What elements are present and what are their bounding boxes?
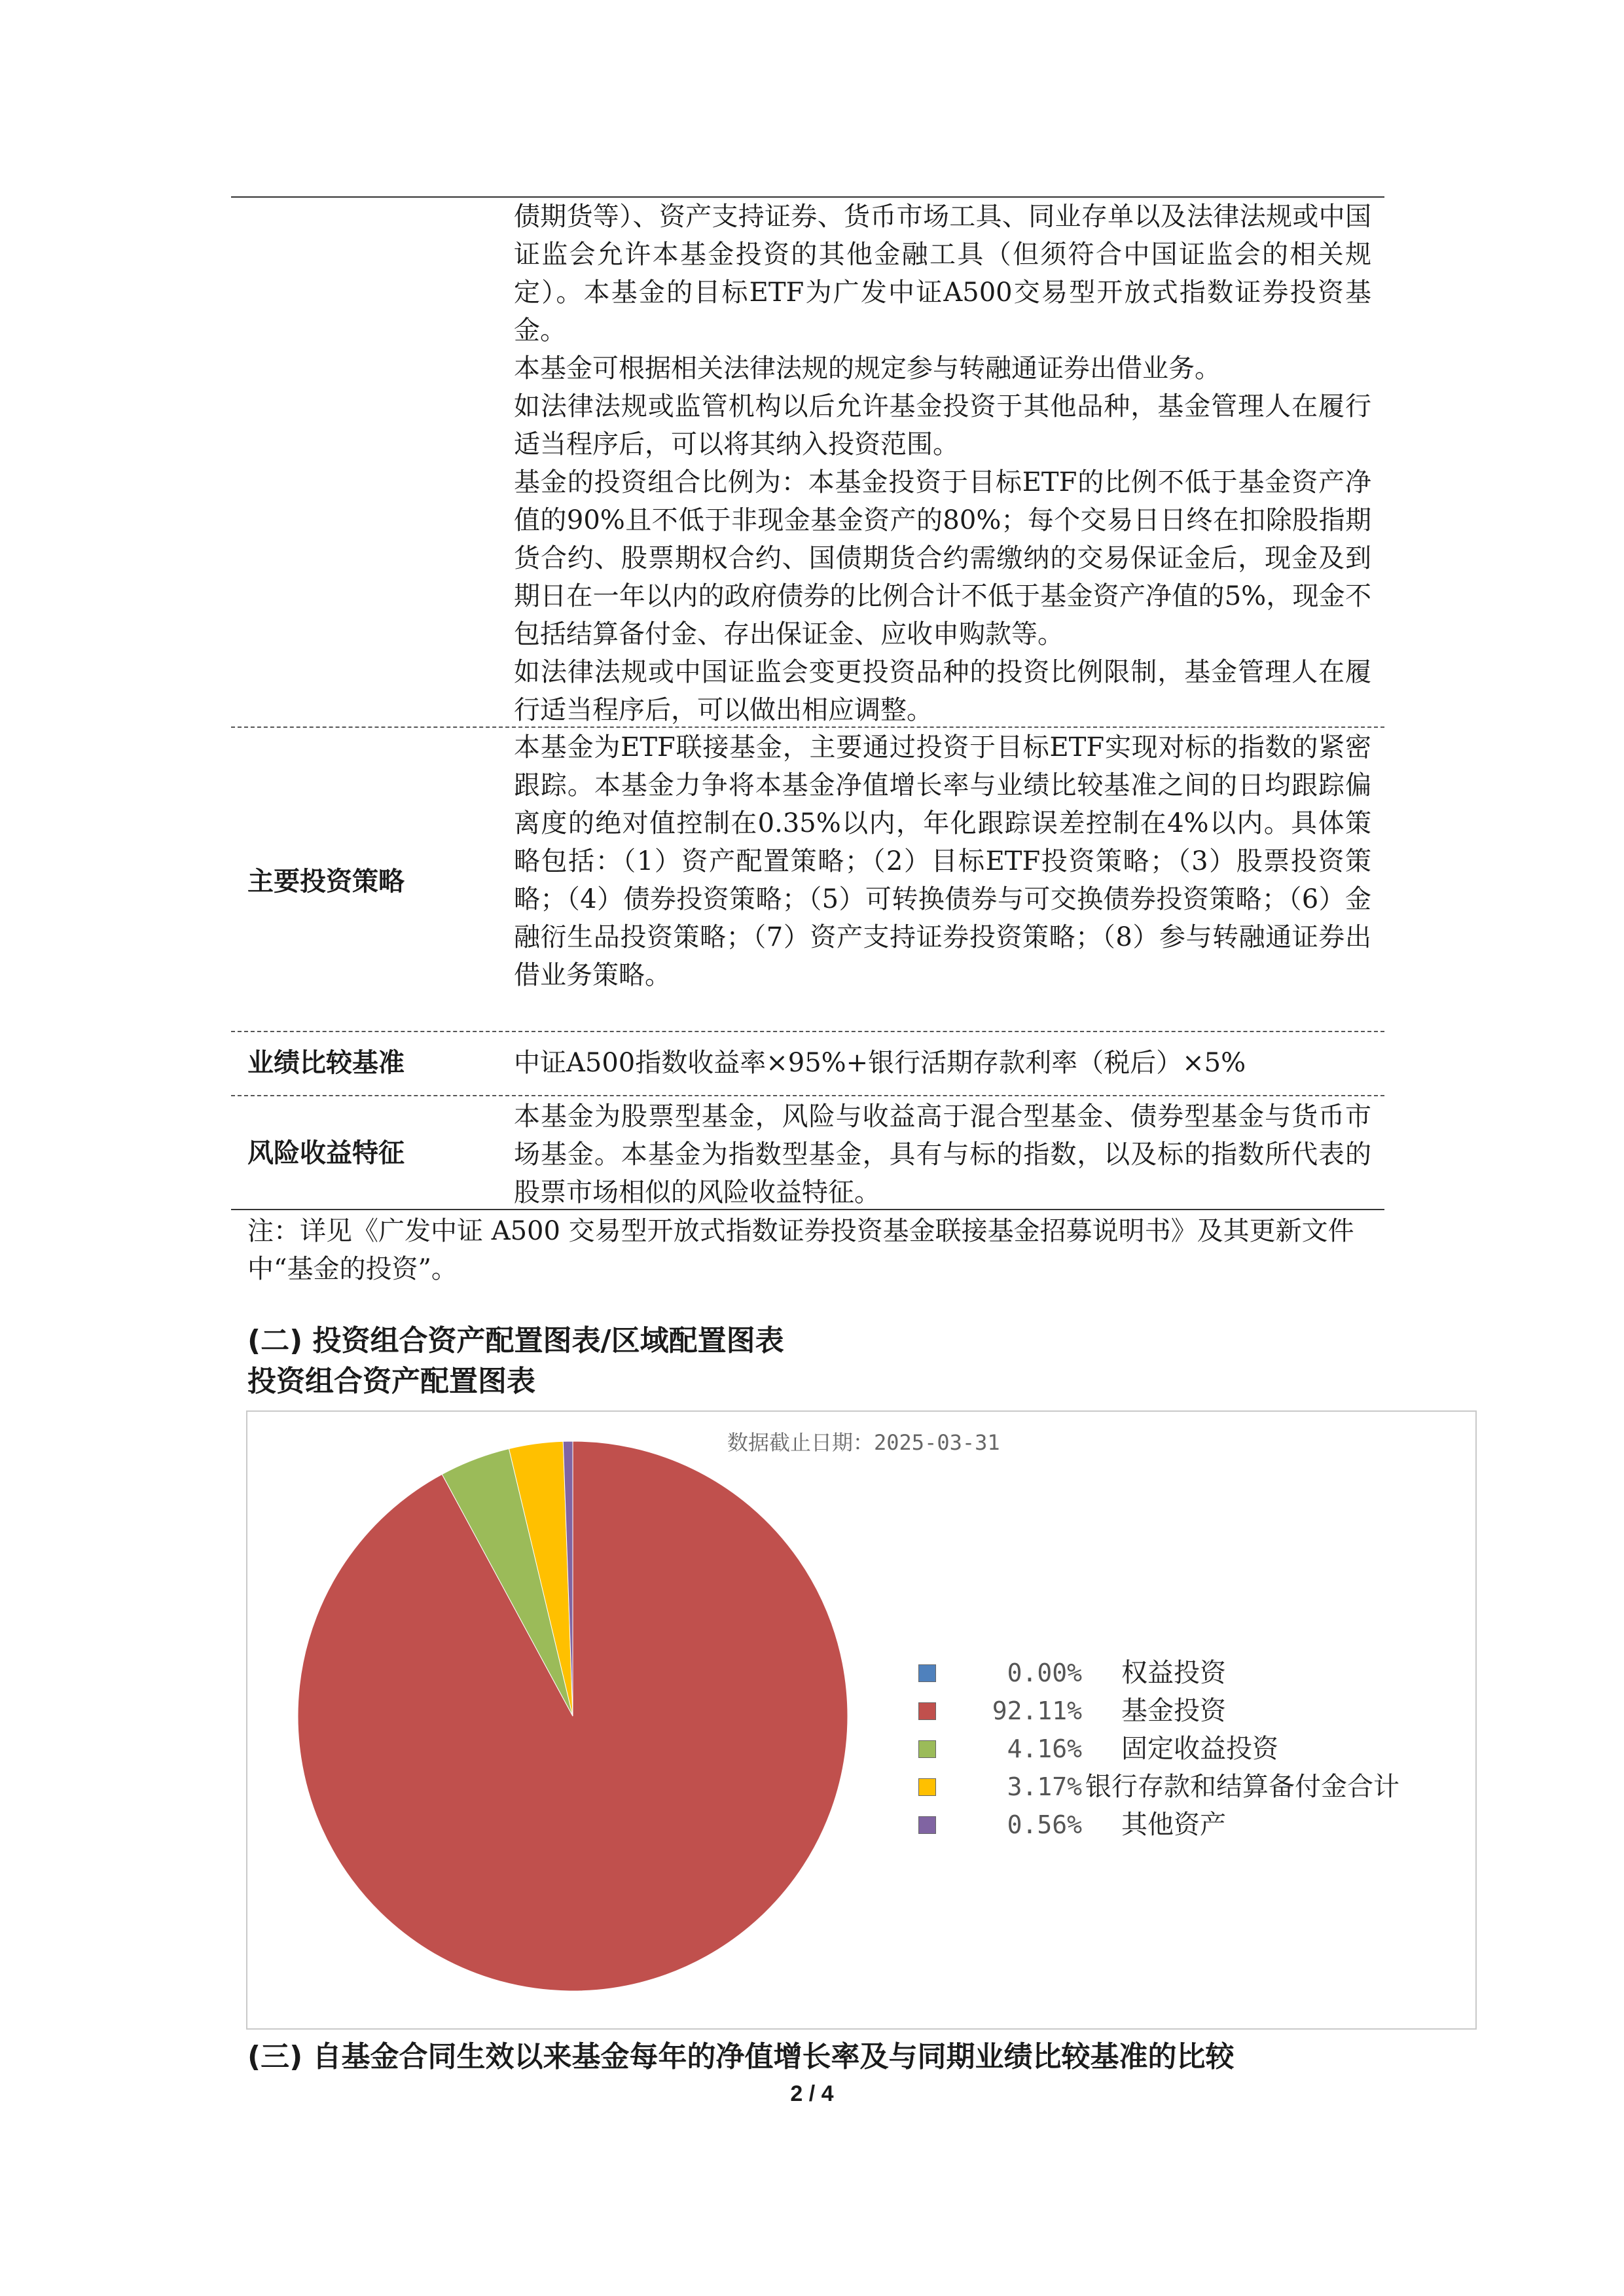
strategy-label: 主要投资策略 (247, 867, 405, 897)
legend-swatch (918, 1702, 936, 1720)
legend-percent: 92.11% (992, 1696, 1082, 1725)
row-divider (231, 726, 1384, 728)
risk-label: 风险收益特征 (247, 1138, 405, 1168)
section-heading: (三) 自基金合同生效以来基金每年的净值增长率及与同期业绩比较基准的比较 (247, 2040, 1235, 2073)
benchmark-label: 业绩比较基准 (247, 1048, 405, 1078)
scope-paragraph: 如法律法规或监管机构以后允许基金投资于其他品种，基金管理人在履行适当程序后，可以将其纳入投资范围。 (514, 391, 1371, 459)
legend-item (918, 1692, 1455, 1730)
legend-label: 权益投资 (1121, 1658, 1226, 1688)
legend-percent: 4.16% (1007, 1734, 1082, 1763)
legend-swatch (918, 1816, 936, 1834)
strategy-cell (514, 728, 1371, 994)
chart-heading: 投资组合资产配置图表 (247, 1365, 535, 1398)
asset-allocation-chart (246, 1410, 1477, 2030)
strategy-text: 本基金为ETF联接基金，主要通过投资于目标ETF实现对标的指数的紧密跟踪。本基金力争将本基金净值增长率与业绩比较基准之间的日均跟踪偏离度的绝对值控制在0.35%以内，年化跟踪误差控制在4%以内。具体策略包括：（1）资产配置策略；（2）目标ETF投资策略；（3）股票投资策略；（4）债券投资策略；（5）可转换债券与可交换债券投资策略；（6）金融衍生品投资策略；（7）资产支持证券投资策略；（8）参与转融通证券出借业务策略。 (514, 732, 1371, 990)
investment-scope-cell (514, 198, 1371, 729)
table-bottom-border (231, 1209, 1384, 1210)
scope-paragraph: 如法律法规或中国证监会变更投资品种的投资比例限制，基金管理人在履行适当程序后，可以做出相应调整。 (514, 657, 1371, 725)
legend-label: 固定收益投资 (1121, 1734, 1278, 1764)
legend-swatch (918, 1664, 936, 1682)
benchmark-cell (514, 1044, 1371, 1082)
row-divider (231, 1031, 1384, 1032)
legend-item (918, 1768, 1455, 1806)
legend-item (918, 1654, 1455, 1692)
risk-cell (514, 1098, 1371, 1211)
chart-date-label: 数据截止日期：2025-03-31 (727, 1430, 1000, 1455)
legend-percent: 0.56% (1007, 1810, 1082, 1839)
legend-swatch (918, 1778, 936, 1796)
scope-paragraph: 基金的投资组合比例为：本基金投资于目标ETF的比例不低于基金资产净值的90%且不低于非现金基金资产的80%；每个交易日日终在扣除股指期货合约、股票期权合约、国债期货合约需缴纳的交易保证金后，现金及到期日在一年以内的政府债券的比例合计不低于基金资产净值的5%，现金不包括结算备付金、存出保证金、应收申购款等。 (514, 467, 1371, 649)
legend-item (918, 1730, 1455, 1768)
legend-label: 基金投资 (1121, 1696, 1226, 1726)
row-divider (231, 1095, 1384, 1096)
legend-swatch (918, 1740, 936, 1758)
table-note: 注：详见《广发中证 A500 交易型开放式指数证券投资基金联接基金招募说明书》及其更新文件中“基金的投资”。 (247, 1216, 1354, 1284)
legend-label: 其他资产 (1121, 1810, 1226, 1840)
benchmark-text: 中证A500指数收益率×95%+银行活期存款利率（税后）×5% (514, 1048, 1246, 1078)
legend-label: 银行存款和结算备付金合计 (1085, 1772, 1399, 1802)
scope-paragraph: 本基金可根据相关法律法规的规定参与转融通证券出借业务。 (514, 353, 1221, 384)
legend-percent: 3.17% (1007, 1772, 1082, 1801)
section-heading: (二) 投资组合资产配置图表/区域配置图表 (247, 1324, 784, 1357)
scope-paragraph: 债期货等）、资产支持证券、货币市场工具、同业存单以及法律法规或中国证监会允许本基金投资的其他金融工具（但须符合中国证监会的相关规定）。本基金的目标ETF为广发中证A500交易型开放式指数证券投资基金。 (514, 202, 1371, 346)
page-number: 2 / 4 (790, 2081, 834, 2106)
legend-percent: 0.00% (1007, 1659, 1082, 1687)
legend-item (918, 1806, 1455, 1844)
risk-text: 本基金为股票型基金，风险与收益高于混合型基金、债券型基金与货币市场基金。本基金为指数型基金，具有与标的指数，以及标的指数所代表的股票市场相似的风险收益特征。 (514, 1102, 1371, 1208)
pie-chart-svg (247, 1412, 902, 2031)
